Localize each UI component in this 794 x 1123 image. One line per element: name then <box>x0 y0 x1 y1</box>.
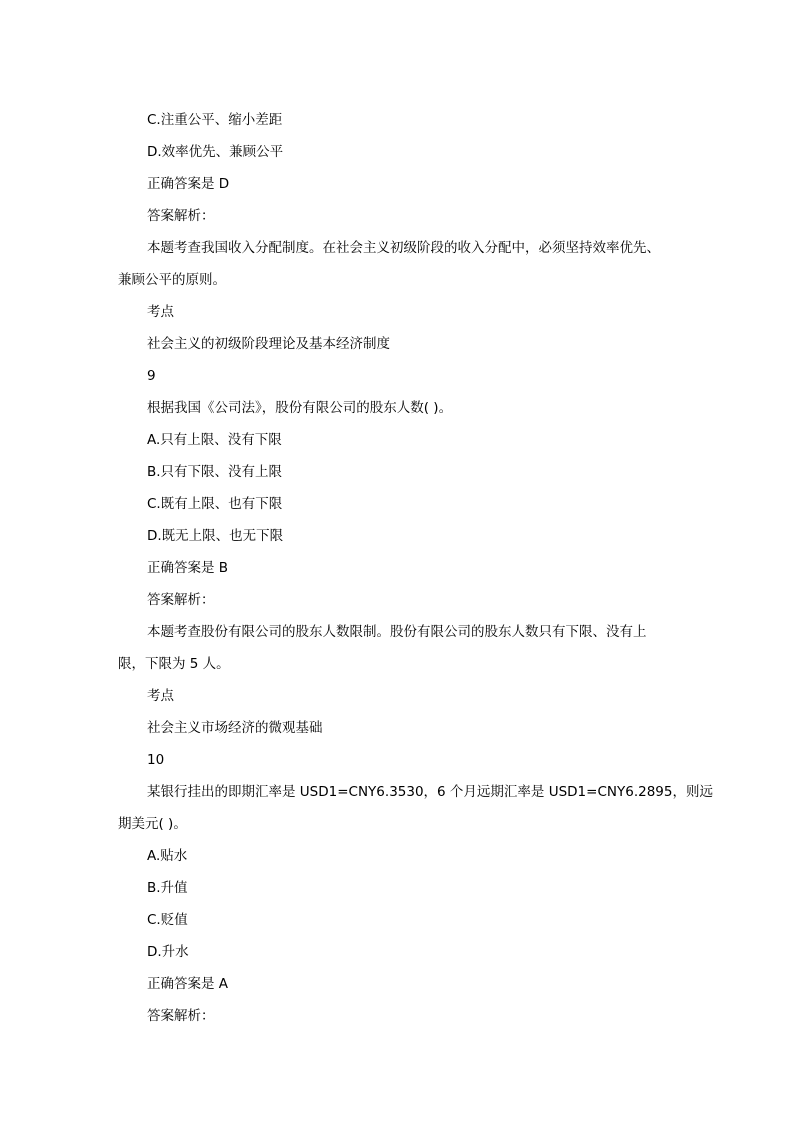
text-line: 正确答案是 A <box>147 976 229 992</box>
text-line: A.只有上限、没有下限 <box>147 432 282 448</box>
text-line: 限，下限为 5 人。 <box>118 656 230 672</box>
text-line: B.升值 <box>147 880 188 896</box>
text-line: 正确答案是 B <box>147 560 229 576</box>
text-line: 答案解析： <box>147 1008 215 1024</box>
document-body <box>118 104 713 1032</box>
text-line: 兼顾公平的原则。 <box>118 272 226 288</box>
text-line: 期美元( )。 <box>118 816 187 832</box>
text-line: D.既无上限、也无下限 <box>147 528 284 544</box>
text-line: B.只有下限、没有上限 <box>147 464 283 480</box>
text-line: 10 <box>147 752 165 768</box>
text-line: 答案解析： <box>147 592 215 608</box>
text-line: C.贬值 <box>147 912 188 928</box>
text-line: 本题考查股份有限公司的股东人数限制。股份有限公司的股东人数只有下限、没有上 <box>147 624 647 640</box>
text-line: 正确答案是 D <box>147 176 230 192</box>
text-line: C.注重公平、缩小差距 <box>147 112 283 128</box>
text-line: 社会主义市场经济的微观基础 <box>147 720 323 736</box>
text-line: D.升水 <box>147 944 189 960</box>
text-line: 某银行挂出的即期汇率是 USD1=CNY6.3530，6 个月远期汇率是 USD1=CNY6.2895，则远 <box>147 784 713 800</box>
text-line: C.既有上限、也有下限 <box>147 496 283 512</box>
text-line: D.效率优先、兼顾公平 <box>147 144 284 160</box>
text-line: 答案解析： <box>147 208 215 224</box>
text-line: 社会主义的初级阶段理论及基本经济制度 <box>147 336 390 352</box>
text-line: 本题考查我国收入分配制度。在社会主义初级阶段的收入分配中，必须坚持效率优先、 <box>147 240 660 256</box>
text-line: 考点 <box>147 304 174 320</box>
text-line: 考点 <box>147 688 174 704</box>
text-line: A.贴水 <box>147 848 188 864</box>
text-line: 根据我国《公司法》，股份有限公司的股东人数( )。 <box>147 400 453 416</box>
text-line: 9 <box>147 368 156 384</box>
